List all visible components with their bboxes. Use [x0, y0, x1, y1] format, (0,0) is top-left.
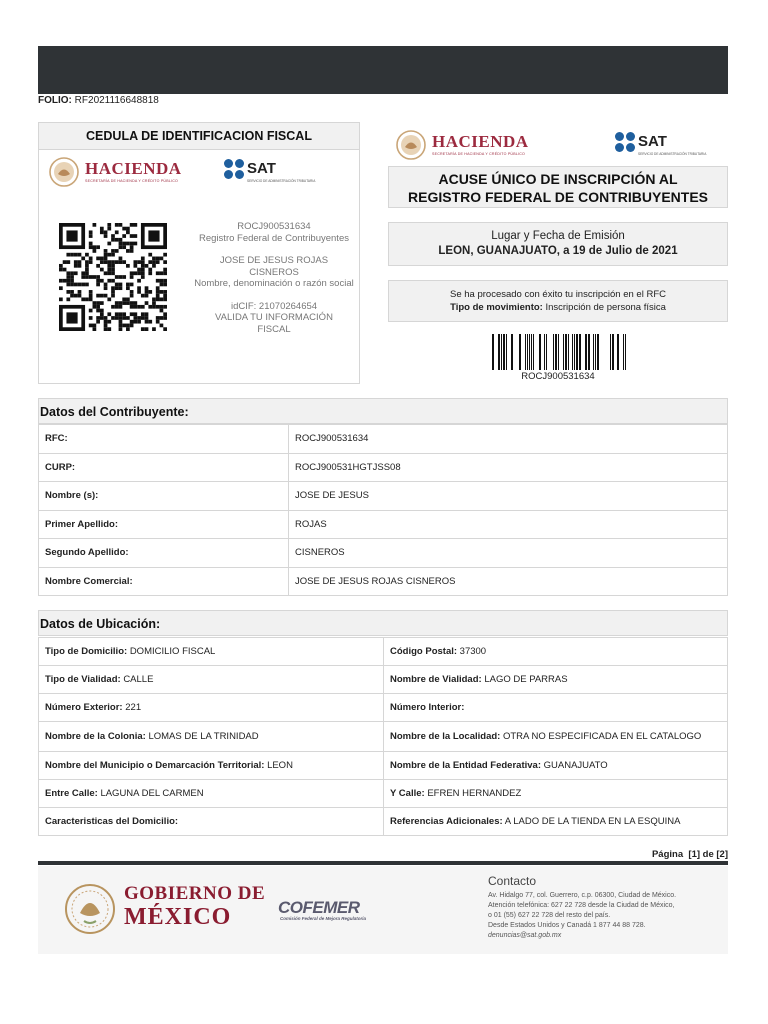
lugar-value: LEON, GUANAJUATO, a 19 de Julio de 2021 [438, 245, 678, 257]
table-row [39, 510, 728, 539]
cedula-name-caption: Nombre, denominación o razón social [194, 278, 354, 289]
ubicacion-cell [384, 666, 728, 694]
cell-value: LEON [267, 760, 293, 771]
row-value: JOSE DE JESUS [289, 482, 728, 511]
pagina-value: [1] de [2] [688, 849, 728, 860]
lugar-label: Lugar y Fecha de Emisión [491, 230, 625, 242]
row-label: Nombre (s): [39, 482, 289, 511]
sat-word: SAT [247, 160, 276, 177]
cell-label: Referencias Adicionales: [390, 816, 503, 827]
ubicacion-cell [384, 752, 728, 780]
ubicacion-cell [384, 808, 728, 836]
cell-label: Entre Calle: [45, 788, 98, 799]
folio-label: FOLIO: [38, 95, 72, 106]
cell-value: 221 [125, 702, 142, 713]
acuse-title [388, 166, 728, 208]
cedula-title: CEDULA DE IDENTIFICACION FISCAL [39, 123, 359, 150]
sat-dots-icon [223, 158, 245, 180]
table-row [39, 722, 728, 752]
table-row [39, 666, 728, 694]
cell-label: Número Exterior: [45, 702, 123, 713]
cell-value: A LADO DE LA TIENDA EN LA ESQUINA [504, 816, 681, 827]
hacienda-sub: SECRETARÍA DE HACIENDA Y CRÉDITO PÚBLICO [85, 179, 179, 183]
acuse-line2: REGISTRO FEDERAL DE CONTRIBUYENTES [408, 189, 708, 205]
row-value: ROJAS [289, 510, 728, 539]
cell-label: Número Interior: [390, 702, 465, 713]
ubicacion-cell [384, 638, 728, 666]
hacienda-seal-icon [49, 157, 79, 187]
folio [38, 95, 159, 106]
contribuyente-table [38, 424, 728, 596]
cell-label: Nombre del Municipio o Demarcación Territorial: [45, 760, 265, 771]
cofemer-sub: Comisión Federal de Mejora Regulatoria [280, 916, 367, 921]
cell-value: OTRA NO ESPECIFICADA EN EL CATALOGO [502, 731, 702, 742]
sat-logo [614, 128, 724, 162]
ubicacion-cell [39, 752, 384, 780]
sat-logo [223, 155, 333, 189]
contacto-email[interactable]: denuncias@sat.gob.mx [488, 932, 562, 939]
proceso-line2 [389, 301, 727, 314]
cell-label: Código Postal: [390, 646, 458, 657]
ubicacion-table [38, 637, 728, 836]
ubicacion-title: Datos de Ubicación: [38, 610, 728, 636]
cedula-rfc: ROCJ900531634 [237, 221, 311, 232]
row-label: Primer Apellido: [39, 510, 289, 539]
page-indicator [652, 849, 728, 860]
ubicacion-cell [384, 722, 728, 752]
hacienda-logo [49, 155, 209, 189]
header-bar [38, 46, 728, 94]
acuse-line1: ACUSE ÚNICO DE INSCRIPCIÓN AL [438, 171, 678, 187]
proceso-box [388, 280, 728, 322]
sat-sub: SERVICIO DE ADMINISTRACIÓN TRIBUTARIA [638, 152, 707, 156]
cell-value: GUANAJUATO [543, 760, 608, 771]
lugar-fecha-box [388, 222, 728, 266]
cedula-name: JOSE DE JESUS ROJAS CISNEROS [219, 255, 329, 278]
hacienda-word: HACIENDA [432, 132, 529, 151]
cell-label: Tipo de Vialidad: [45, 674, 121, 685]
cell-label: Nombre de la Colonia: [45, 731, 146, 742]
pagina-label: Página [651, 849, 684, 860]
table-row [39, 453, 728, 482]
cell-value: DOMICILIO FISCAL [129, 646, 216, 657]
contribuyente-title: Datos del Contribuyente: [38, 398, 728, 424]
contacto-line: Atención telefónica: 627 22 728 desde la Ciudad de México, [488, 902, 675, 909]
table-row [39, 780, 728, 808]
hacienda-sub: SECRETARÍA DE HACIENDA Y CRÉDITO PÚBLICO [432, 152, 526, 156]
row-value: ROCJ900531HGTJSS08 [289, 453, 728, 482]
table-row [39, 638, 728, 666]
hacienda-logo [396, 128, 556, 162]
gobierno-logo [124, 884, 265, 930]
sat-dots-icon [614, 131, 636, 153]
cell-label: Nombre de Vialidad: [390, 674, 482, 685]
cell-value: LAGO DE PARRAS [484, 674, 568, 685]
table-row [39, 752, 728, 780]
contacto-line: o 01 (55) 627 22 728 del resto del país. [488, 912, 611, 919]
movimiento-label: Tipo de movimiento: [450, 302, 543, 313]
gobierno-line2: MÉXICO [124, 904, 232, 930]
row-label: Nombre Comercial: [39, 567, 289, 596]
cedula-info [189, 221, 359, 346]
row-value: CISNEROS [289, 539, 728, 568]
cedula-idcif: idCIF: 21070264654 [230, 300, 318, 312]
footer [38, 866, 728, 954]
cell-label: Nombre de la Localidad: [390, 731, 501, 742]
cell-label: Nombre de la Entidad Federativa: [390, 760, 541, 771]
barcode-icon [488, 334, 628, 372]
cell-value: LAGUNA DEL CARMEN [100, 788, 204, 799]
barcode-text: ROCJ900531634 [521, 371, 595, 382]
movimiento-value: Inscripción de persona física [545, 302, 666, 313]
contacto-line: Av. Hidalgo 77, col. Guerrero, c.p. 06300, Ciudad de México. [488, 892, 677, 899]
table-row [39, 694, 728, 722]
sat-sub: SERVICIO DE ADMINISTRACIÓN TRIBUTARIA [247, 179, 316, 183]
hacienda-seal-icon [396, 130, 426, 160]
escudo-nacional-icon [64, 881, 116, 937]
table-row [39, 482, 728, 511]
table-row [39, 425, 728, 454]
cell-label: Tipo de Domicilio: [45, 646, 128, 657]
cell-value: CALLE [123, 674, 154, 685]
row-label: Segundo Apellido: [39, 539, 289, 568]
cofemer-word: COFEMER [278, 898, 360, 917]
table-row [39, 539, 728, 568]
cedula-valida: VALIDA TU INFORMACIÓN FISCAL [215, 312, 333, 335]
cell-value: LOMAS DE LA TRINIDAD [148, 731, 259, 742]
cell-label: Y Calle: [390, 788, 425, 799]
contacto-title: Contacto [488, 874, 537, 888]
contacto-line: Desde Estados Unidos y Canadá 1 877 44 88 728. [488, 922, 646, 929]
hacienda-word: HACIENDA [85, 159, 182, 178]
proceso-line1: Se ha procesado con éxito tu inscripción en el RFC [450, 289, 666, 300]
ubicacion-cell [384, 780, 728, 808]
ubicacion-cell [384, 694, 728, 722]
cofemer-logo [278, 898, 367, 921]
folio-value: RF2021116648818 [74, 95, 159, 106]
table-row [39, 808, 728, 836]
ubicacion-cell [39, 808, 384, 836]
ubicacion-cell [39, 638, 384, 666]
gobierno-line1: GOBIERNO DE [124, 883, 266, 904]
cell-label: Caracteristicas del Domicilio: [45, 816, 179, 827]
cedula-card [38, 122, 360, 384]
ubicacion-cell [39, 666, 384, 694]
contacto-block [488, 874, 724, 941]
cell-value: EFREN HERNANDEZ [427, 788, 522, 799]
sat-word: SAT [638, 133, 667, 150]
row-label: RFC: [39, 425, 289, 454]
ubicacion-cell [39, 722, 384, 752]
acuse-logos [390, 128, 728, 164]
row-value: JOSE DE JESUS ROJAS CISNEROS [289, 567, 728, 596]
ubicacion-cell [39, 694, 384, 722]
footer-separator [38, 861, 728, 865]
row-label: CURP: [39, 453, 289, 482]
table-row [39, 567, 728, 596]
cedula-rfc-caption: Registro Federal de Contribuyentes [199, 232, 349, 244]
cell-value: 37300 [459, 646, 487, 657]
row-value: ROCJ900531634 [289, 425, 728, 454]
qr-code-icon [59, 221, 167, 333]
cedula-logos [47, 155, 347, 191]
ubicacion-cell [39, 780, 384, 808]
